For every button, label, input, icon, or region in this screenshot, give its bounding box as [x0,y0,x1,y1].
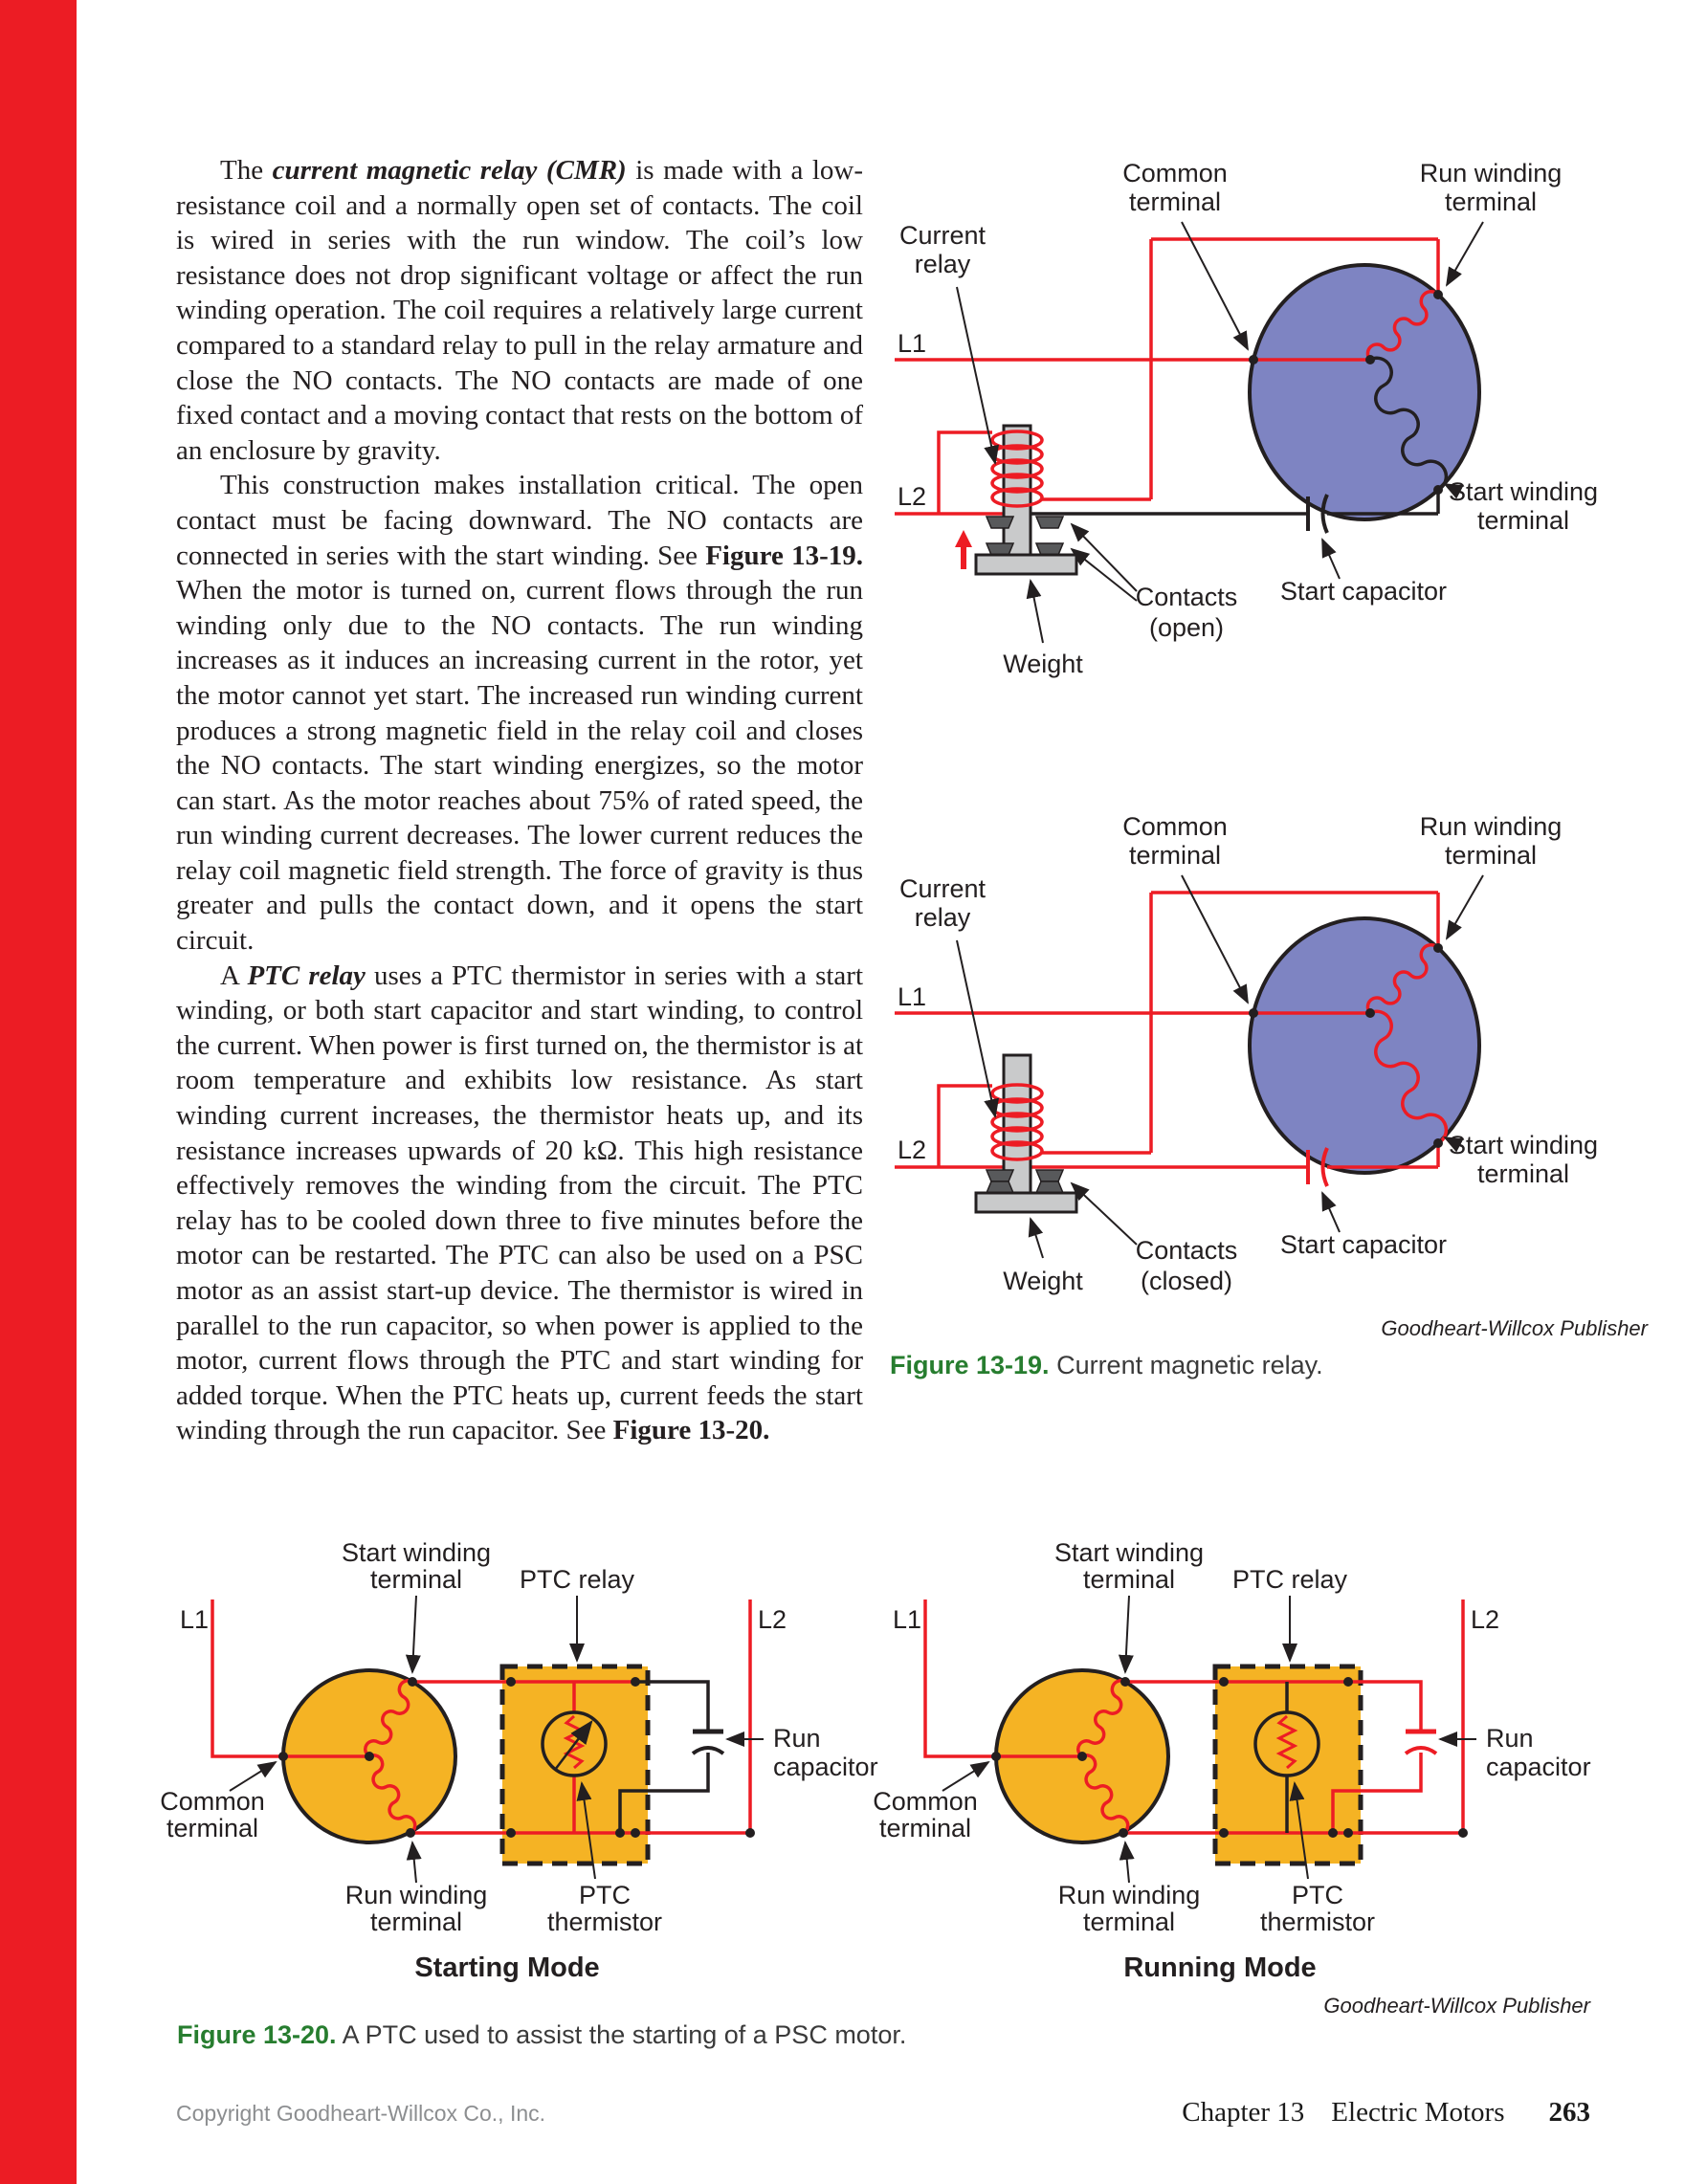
cmr-open-diagram [895,159,1598,678]
running-footer [1182,2097,1590,2129]
weight-label: Weight [1003,1267,1083,1295]
common-terminal-label: terminal [1128,841,1222,870]
l2-label: L2 [758,1605,787,1634]
contacts-open-label: (open) [1148,613,1225,642]
start-winding-terminal-label: Start winding [1448,477,1599,506]
figure-13-20 [134,1521,1665,2057]
weight-label: Weight [1003,650,1083,678]
relay-weight [976,555,1076,574]
run-winding-terminal-label: terminal [1444,841,1538,870]
current-relay-label: Current [898,221,987,250]
run-capacitor-symbol [693,1732,723,1754]
start-winding-terminal-label: Start winding [1053,1538,1205,1567]
ptc-relay-label: PTC relay [519,1565,635,1594]
paragraph: A PTC relay uses a PTC thermistor in series with a start winding, or both start capacitor and start winding, to control the current. When power is first turned on, the thermistor is at room temperature and exhibits low resistance. As start winding current increases, the thermistor heats up, and its resistance increases upwards of 20 kΩ. This high resistance effectively removes the winding from the circuit. The PTC relay has to be cooled down three to five minutes before the motor can be restarted. The PTC can also be used on a PSC motor as an assist start-up device. The thermistor is wired in parallel to the run capacitor, so when power is applied to the motor, current flows through the PTC and start winding for added torque. When the PTC heats up, current feeds the start winding through the run capacitor. See Figure 13-20. [176,960,863,1446]
run-capacitor-label: Run [773,1724,821,1753]
l1-label: L1 [893,1605,922,1634]
run-winding-terminal-label: Run winding [1419,159,1563,188]
publisher-credit: Goodheart-Willcox Publisher [1381,1316,1648,1340]
contacts-closed-label: (closed) [1140,1267,1233,1295]
caption-text: A PTC used to assist the starting of a PSC motor. [336,2020,907,2049]
run-winding-terminal-label: Run winding [1057,1881,1201,1909]
ptc-relay-label: PTC relay [1231,1565,1348,1594]
contacts-closed-label: Contacts [1135,1236,1238,1265]
figure-number: Figure 13-19. [890,1351,1050,1379]
run-capacitor-label: Run [1486,1724,1534,1753]
figure-13-19-caption [890,1351,1560,1380]
section-label: Electric Motors [1331,2097,1505,2128]
common-terminal-label: Common [1122,812,1228,841]
run-capacitor-symbol [1406,1732,1436,1754]
page-number: 263 [1548,2097,1590,2128]
figure-13-20-caption [177,2020,1230,2050]
start-winding-terminal-label: terminal [369,1565,463,1594]
run-winding-terminal-label: Run winding [344,1881,488,1909]
common-terminal-label: Common [1122,159,1228,188]
run-winding-terminal-label: terminal [369,1908,463,1936]
chapter-label: Chapter 13 [1182,2097,1305,2128]
start-capacitor-label: Start capacitor [1279,1230,1448,1259]
l1-label: L1 [898,329,927,358]
figure-number: Figure 13-20. [177,2020,337,2049]
common-terminal-label: Common [873,1787,978,1816]
common-terminal-label: terminal [166,1814,259,1842]
body-text [176,153,863,1448]
l2-label: L2 [1471,1605,1500,1634]
run-winding-terminal-label: Run winding [1419,812,1563,841]
run-capacitor-label: capacitor [1486,1753,1591,1781]
ptc-diagrams [134,1521,1665,2057]
run-winding-terminal-label: terminal [1444,188,1538,216]
ptc-thermistor-label: PTC [579,1881,631,1909]
ptc-starting-diagram [160,1538,877,1983]
l2-label: L2 [898,482,927,511]
page-edge-band [0,0,77,2184]
start-winding-terminal-label: terminal [1476,1159,1570,1188]
start-winding-terminal-label: terminal [1082,1565,1176,1594]
start-winding-terminal-label: Start winding [1448,1131,1599,1159]
contacts-open-label: Contacts [1135,583,1238,611]
common-terminal-label: terminal [1128,188,1222,216]
current-relay-label: Current [898,874,987,903]
ptc-thermistor-label: thermistor [1259,1908,1376,1936]
ptc-running-diagram [873,1538,1590,1983]
common-terminal-label: Common [160,1787,265,1816]
caption-text: Current magnetic relay. [1049,1351,1323,1379]
figure-13-19 [890,143,1655,1349]
paragraph: This construction makes installation critical. The open contact must be facing downward. The NO contacts are connected in series with the start winding. See Figure 13-19. When the motor is turned on, current flows through the run winding only due to the NO contacts. The run winding increases as it induces an increasing current in the rotor, yet the motor cannot yet start. The increased run winding current produces a strong magnetic field in the relay coil and closes the NO contacts. The start winding energizes, so the motor can start. As the motor reaches about 75% of rated speed, the run winding current decreases. The lower current reduces the relay coil magnetic field strength. The force of gravity is thus greater and pulls the contact down, and it opens the start circuit. [176,470,863,957]
l1-label: L1 [180,1605,210,1634]
publisher-credit: Goodheart-Willcox Publisher [1323,1994,1590,2018]
running-mode-label: Running Mode [1123,1952,1317,1983]
start-winding-terminal-label: Start winding [341,1538,492,1567]
copyright-text: Copyright Goodheart-Willcox Co., Inc. [176,2101,546,2126]
paragraph: The current magnetic relay (CMR) is made with a low-resistance coil and a normally open set of contacts. The coil is wired in series with the run window. The coil’s low resistance does not drop significant voltage or affect the run winding operation. The coil requires a relatively large current compared to a standard relay to pull in the relay armature and close the NO contacts. The NO contacts are made of one fixed contact and a moving contact that rests on the bottom of an enclosure by gravity. [176,155,864,466]
start-winding-terminal-label: terminal [1476,506,1570,535]
cmr-closed-diagram [895,812,1598,1295]
common-terminal-label: terminal [878,1814,972,1842]
run-capacitor-label: capacitor [773,1753,878,1781]
cmr-diagrams [890,143,1655,1349]
l1-label: L1 [898,982,927,1011]
current-relay-label: relay [914,903,971,932]
relay-weight [976,1193,1076,1212]
up-arrow-icon [955,530,972,569]
l2-label: L2 [898,1136,927,1164]
ptc-thermistor-label: thermistor [546,1908,663,1936]
ptc-thermistor-label: PTC [1292,1881,1343,1909]
start-capacitor-label: Start capacitor [1279,577,1448,606]
run-winding-terminal-label: terminal [1082,1908,1176,1936]
current-relay-label: relay [914,250,971,278]
starting-mode-label: Starting Mode [414,1952,600,1983]
